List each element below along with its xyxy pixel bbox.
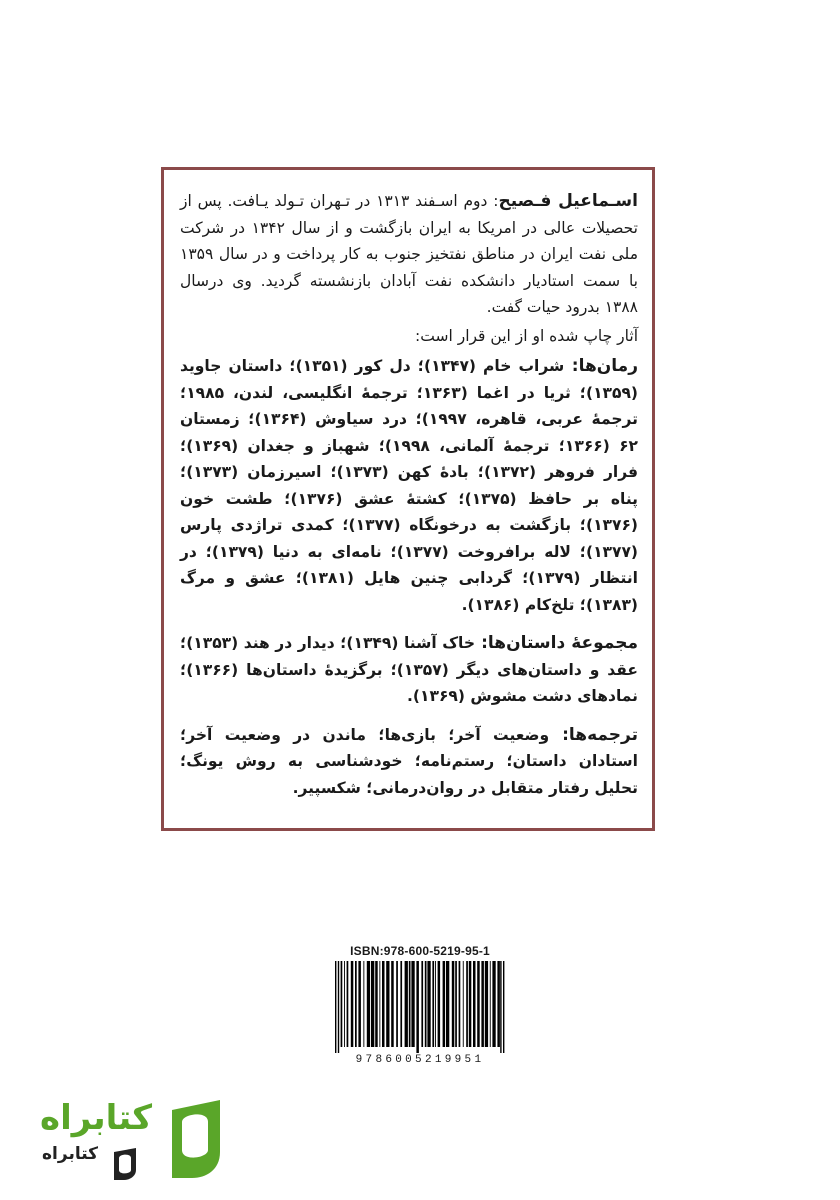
author-bio-box xyxy=(161,167,655,831)
translations-section: ترجمه‌ها: وضعیت آخر؛ بازی‌ها؛ ماندن در وضعیت آخر؛ استادان داستان؛ رستم‌نامه؛ خودشناسی به روش یونگ؛ تحلیل رفتار متقابل در روان‌درمانی؛ شکسپیر. xyxy=(180,724,639,797)
isbn-label: ISBN:978-600-5219-95-1 xyxy=(350,944,490,958)
translations-heading: ترجمه‌ها xyxy=(568,724,639,745)
translations-list: وضعیت آخر؛ بازی‌ها؛ ماندن در وضعیت آخر؛ استادان داستان؛ رستم‌نامه؛ خودشناسی به روش یونگ؛ تحلیل رفتار متقابل در روان‌درمانی؛ شکسپیر. xyxy=(180,725,638,797)
barcode-bars-icon xyxy=(335,961,505,1053)
author-name: اسـماعیل فـصیح xyxy=(498,191,638,211)
brand-name-large: کتابراه xyxy=(40,1098,153,1138)
stories-section: مجموعهٔ داستان‌ها: خاک آشنا (۱۳۴۹)؛ دیدار در هند (۱۳۵۳)؛ عقد و داستان‌های دیگر (۱۳۵۷)؛ برگزیدهٔ داستان‌ها (۱۳۶۶)؛ نمادهای دشت مشوش (۱۳۶۹). xyxy=(180,633,638,705)
works-intro: آثار چاپ شده او از این قرار است: xyxy=(415,326,638,345)
novels-section: رمان‌ها: شراب خام (۱۳۴۷)؛ دل کور (۱۳۵۱)؛ داستان جاوید (۱۳۵۹)؛ ثریا در اغما (۱۳۶۳؛ ترجمهٔ انگلیسی، لندن، ۱۹۸۵؛ ترجمهٔ عربی، قاهره، ۱۹۹۷)؛ درد سیاوش (۱۳۶۴)؛ زمستان ۶۲ (۱۳۶۶؛ ترجمهٔ آلمانی، ۱۹۹۸)؛ شهباز و جغدان (۱۳۶۹)؛ فرار فروهر (۱۳۷۲)؛ بادهٔ کهن (۱۳۷۳)؛ اسیرزمان (۱۳۷۳)؛ پناه بر حافظ (۱۳۷۵)؛ کشتهٔ عشق (۱۳۷۶)؛ طشت خون (۱۳۷۶)؛ بازگشت به درخونگاه (۱۳۷۷)؛ کمدی تراژدی پارس (۱۳۷۷)؛ لاله برافروخت (۱۳۷۷)؛ نامه‌ای به دنیا (۱۳۷۹)؛ در انتظار (۱۳۷۹)؛ گردابی چنین هایل (۱۳۸۱)؛ عشق و مرگ (۱۳۸۳)؛ تلخ‌کام (۱۳۸۶). xyxy=(180,356,639,614)
barcode-digits: 9786005219951 xyxy=(355,1054,485,1066)
novels-list: شراب خام (۱۳۴۷)؛ دل کور (۱۳۵۱)؛ داستان جاوید (۱۳۵۹)؛ ثریا در اغما (۱۳۶۳؛ ترجمهٔ انگلیسی، لندن، ۱۹۸۵؛ ترجمهٔ عربی، قاهره، ۱۹۹۷)؛ درد سیاوش (۱۳۶۴)؛ زمستان ۶۲ (۱۳۶۶؛ ترجمهٔ آلمانی، ۱۹۹۸)؛ شهباز و جغدان (۱۳۶۹)؛ فرار فروهر (۱۳۷۲)؛ بادهٔ کهن (۱۳۷۳)؛ اسیرزمان (۱۳۷۳)؛ پناه بر حافظ (۱۳۷۵)؛ کشتهٔ عشق (۱۳۷۶)؛ طشت خون (۱۳۷۶)؛ بازگشت به درخونگاه (۱۳۷۷)؛ کمدی تراژدی پارس (۱۳۷۷)؛ لاله برافروخت (۱۳۷۷)؛ نامه‌ای به دنیا (۱۳۷۹)؛ در انتظار (۱۳۷۹)؛ گردابی چنین هایل (۱۳۸۱)؛ عشق و مرگ (۱۳۸۳)؛ تلخ‌کام (۱۳۸۶). xyxy=(180,357,639,614)
brand-name-small: کتابراه xyxy=(42,1144,99,1164)
stories-list: خاک آشنا (۱۳۴۹)؛ دیدار در هند (۱۳۵۳)؛ عقد و داستان‌های دیگر (۱۳۵۷)؛ برگزیدهٔ داستان‌ها (۱۳۶۶)؛ نمادهای دشت مشوش (۱۳۶۹). xyxy=(180,634,638,705)
ketabrah-logo xyxy=(22,1092,222,1182)
bio-intro xyxy=(180,188,638,321)
isbn-barcode xyxy=(325,944,515,1072)
novels-heading: رمان‌ها xyxy=(578,356,638,376)
bio-text: : دوم اسـفند ۱۳۱۳ در تـهران تـولد یـافت. پس از تحصیلات عالی در امریکا به ایران بازگشت و از سال ۱۳۴۲ در شرکت ملی نفت ایران در مناطق نفتخیز جنوب به کار پرداخت و در سال ۱۳۵۹ با سمت استادیار دانشکده نفت آبادان بازنشسته گردید. وی درسال ۱۳۸۸ بدرود حیات گفت. xyxy=(180,192,638,316)
stories-heading: مجموعهٔ داستان‌ها xyxy=(487,633,638,653)
